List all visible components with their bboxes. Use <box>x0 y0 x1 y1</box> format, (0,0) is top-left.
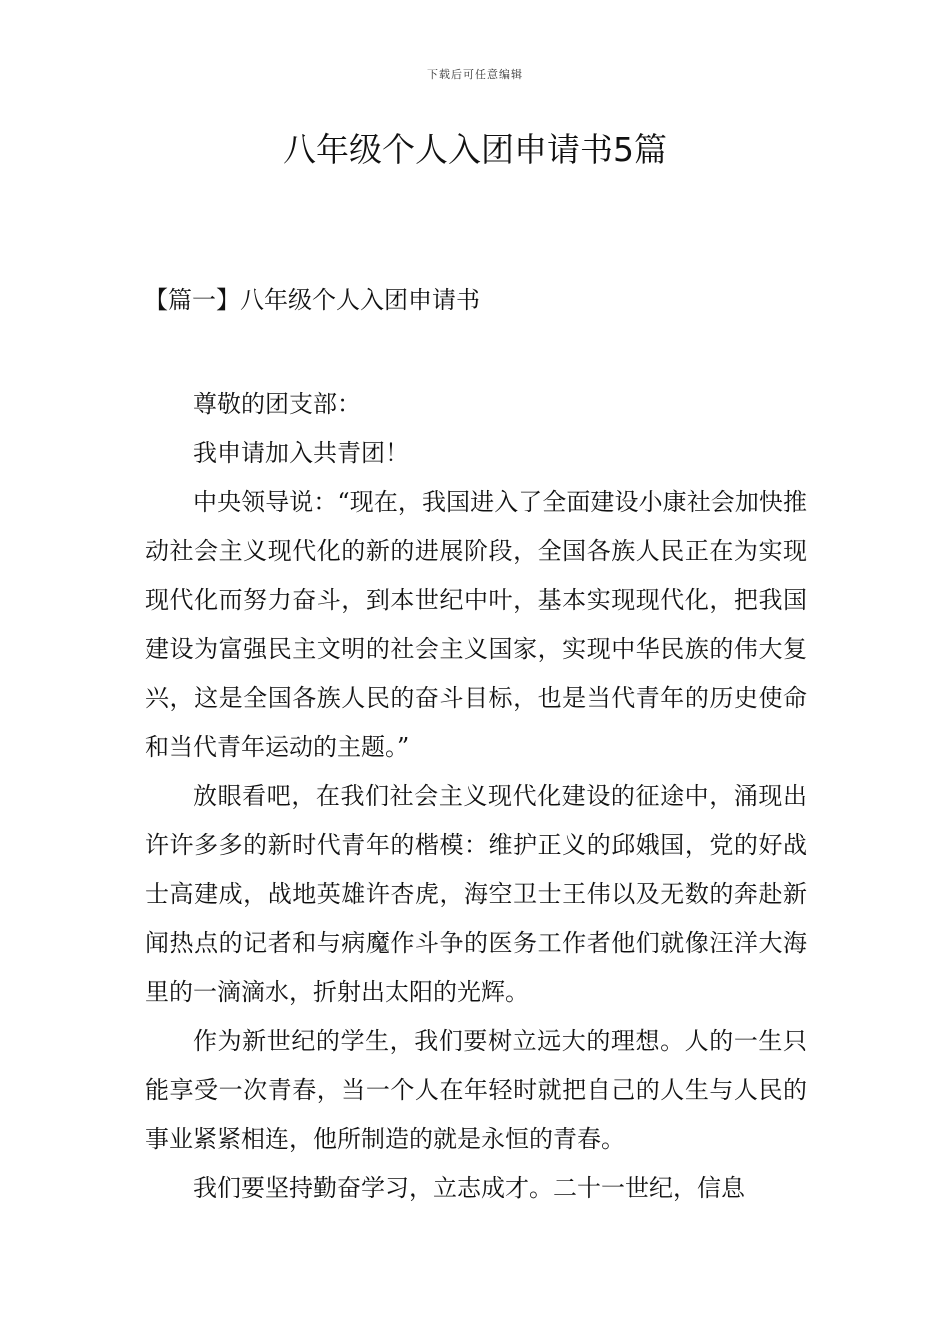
document-title: 八年级个人入团申请书5篇 <box>283 130 667 169</box>
paragraph: 作为新世纪的学生，我们要树立远大的理想。人的一生只能享受一次青春，当一个人在年轻时就把自己的人生与人民的事业紧紧相连，他所制造的就是永恒的青春。 <box>145 1027 807 1153</box>
document-body <box>145 380 807 1213</box>
paragraph: 我们要坚持勤奋学习，立志成才。二十一世纪，信息 <box>193 1174 745 1202</box>
paragraph: 放眼看吧，在我们社会主义现代化建设的征途中，涌现出许许多多的新时代青年的楷模：维护正义的邱娥国，党的好战士高建成，战地英雄许杏虎，海空卫士王伟以及无数的奔赴新闻热点的记者和与病魔作斗争的医务工作者他们就像汪洋大海里的一滴滴水，折射出太阳的光辉。 <box>145 782 807 1006</box>
section-heading: 【篇一】八年级个人入团申请书 <box>144 286 480 314</box>
paragraph: 我申请加入共青团！ <box>193 439 409 467</box>
salutation: 尊敬的团支部： <box>193 390 361 418</box>
header-note: 下载后可任意编辑 <box>427 68 523 81</box>
paragraph: 中央领导说：“现在，我国进入了全面建设小康社会加快推动社会主义现代化的新的进展阶段，全国各族人民正在为实现现代化而努力奋斗，到本世纪中叶，基本实现现代化，把我国建设为富强民主文明的社会主义国家，实现中华民族的伟大复兴，这是全国各族人民的奋斗目标，也是当代青年的历史使命和当代青年运动的主题。” <box>145 488 807 761</box>
